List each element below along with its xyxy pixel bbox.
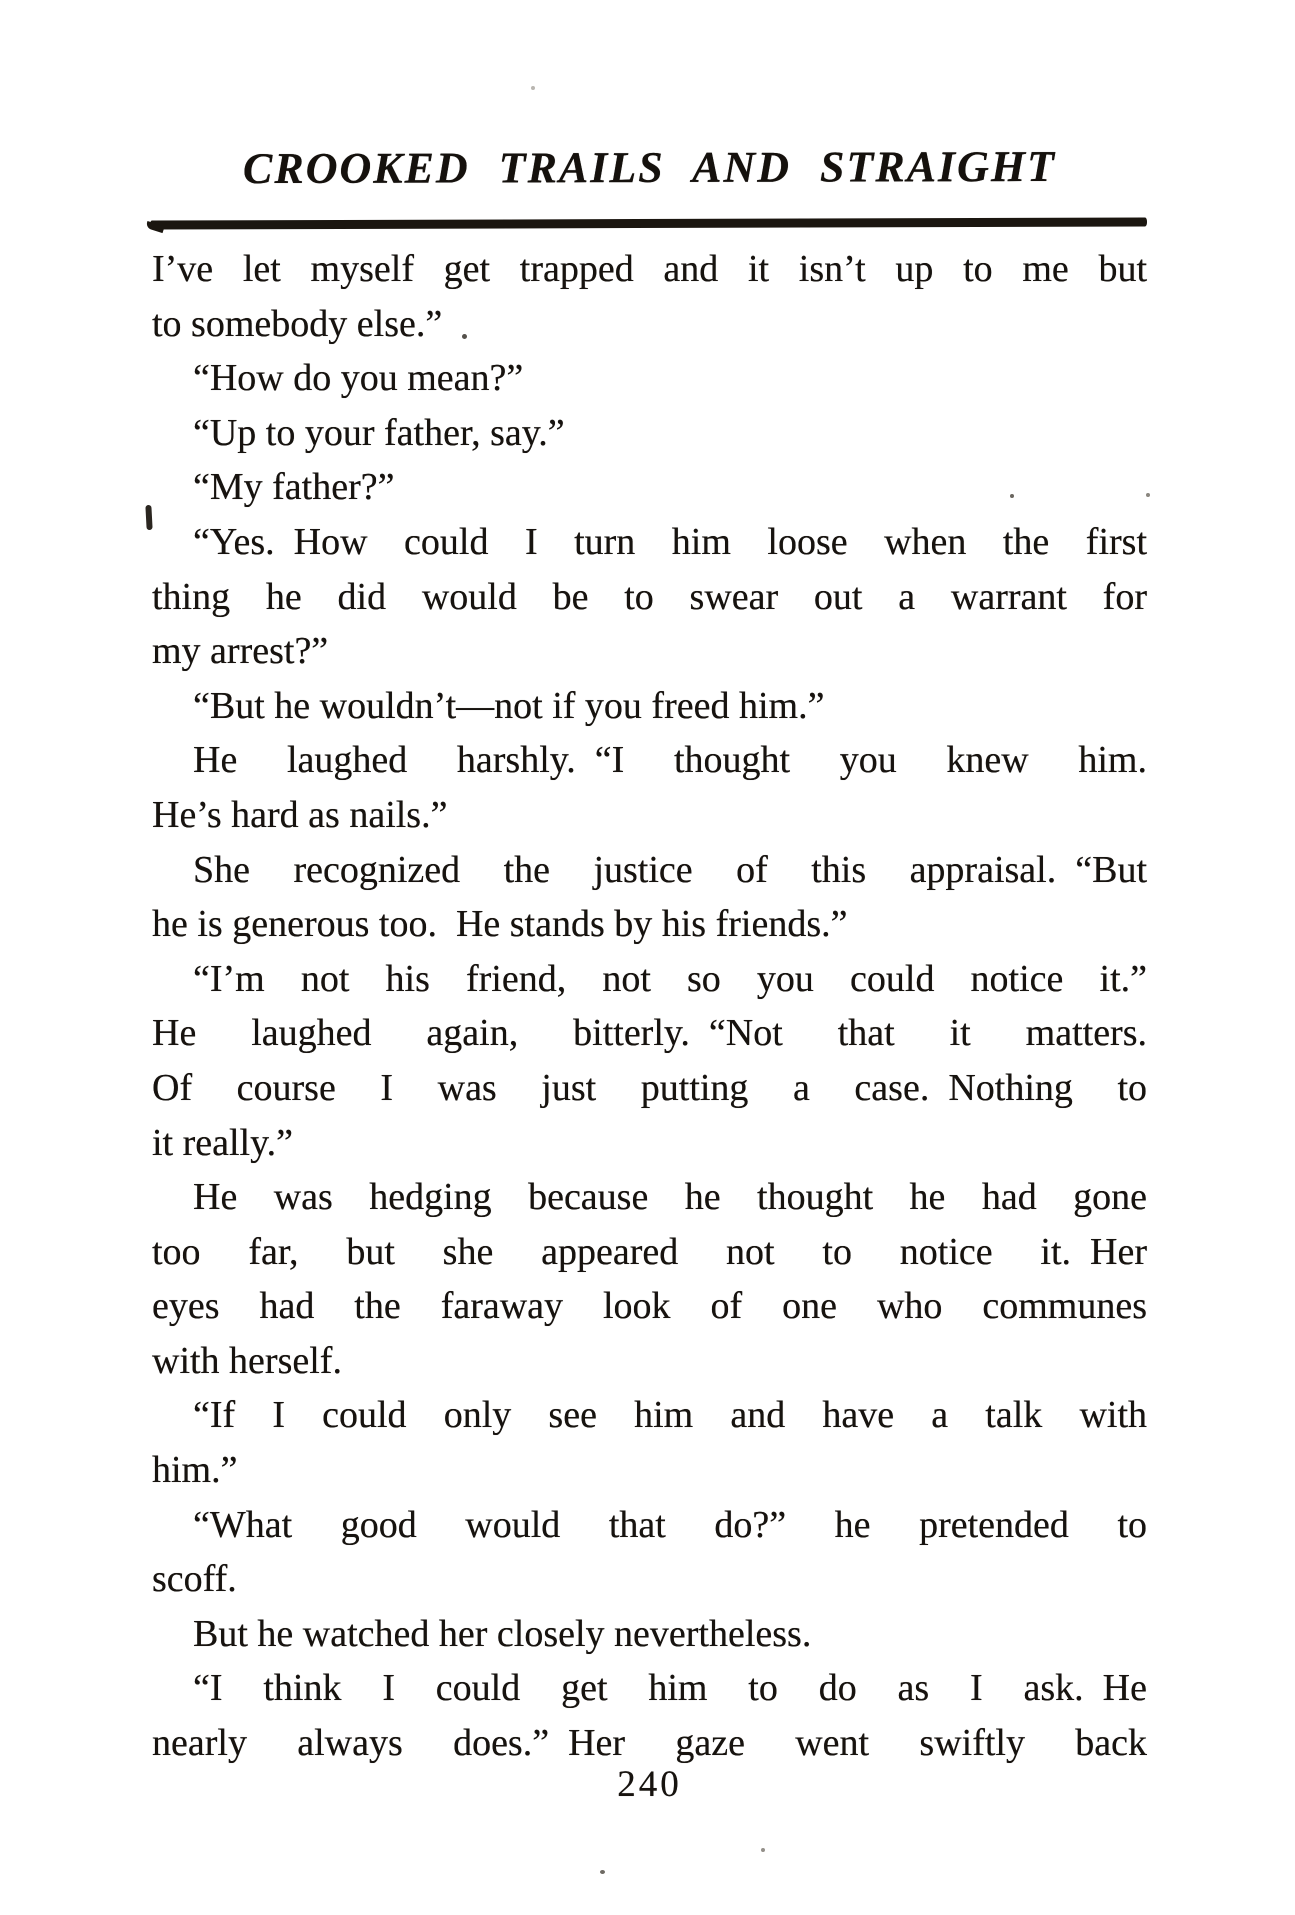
scan-speck (600, 1870, 605, 1874)
scan-ink-mark (145, 505, 152, 530)
body-text (152, 242, 1147, 1771)
text-line: “How do you mean?” (193, 357, 524, 400)
scan-speck (1146, 493, 1150, 497)
text-line: But he watched her closely nevertheless. (193, 1612, 812, 1655)
text-line: him.” (152, 1449, 238, 1492)
text-line: to somebody else.” (152, 302, 443, 345)
text-line: He was hedging because he thought he had gone (193, 1176, 1147, 1219)
text-line: “Up to your father, say.” (193, 411, 565, 454)
text-line: I’ve let myself get trapped and it isn’t up to me but (152, 248, 1147, 290)
text-line: “What good would that do?” he pretended to (193, 1503, 1147, 1546)
text-line: He laughed again, bitterly. “Not that it matters. (152, 1012, 1147, 1055)
scan-speck (1010, 494, 1014, 498)
page-number: 240 (617, 1764, 682, 1805)
text-line: he is generous too. He stands by his friends.” (152, 903, 848, 946)
text-line: Of course I was just putting a case. Nothing to (152, 1066, 1147, 1109)
text-line: eyes had the faraway look of one who communes (152, 1285, 1147, 1328)
text-line: “My father?” (193, 466, 395, 509)
scan-speck (531, 86, 535, 90)
running-header: CROOKED TRAILS AND STRAIGHT (242, 141, 1057, 194)
text-line: nearly always does.” Her gaze went swiftly back (152, 1722, 1147, 1765)
text-line: too far, but she appeared not to notice it. Her (152, 1230, 1147, 1273)
text-line: He laughed harshly. “I thought you knew him. (193, 739, 1147, 782)
text-line: He’s hard as nails.” (152, 793, 448, 836)
text-line: my arrest?” (152, 630, 329, 673)
text-line: with herself. (152, 1339, 342, 1382)
text-line: “Yes. How could I turn him loose when the first (193, 520, 1147, 563)
text-line: “If I could only see him and have a talk with (193, 1394, 1147, 1437)
text-line: “But he wouldn’t—not if you freed him.” (193, 684, 825, 727)
text-line: “I’m not his friend, not so you could notice it.” (193, 957, 1147, 1000)
text-line: scoff. (152, 1558, 237, 1601)
header-rule (150, 217, 1147, 229)
scan-speck (462, 334, 467, 339)
text-line: “I think I could get him to do as I ask. He (193, 1667, 1147, 1710)
text-line: thing he did would be to swear out a warrant for (152, 575, 1147, 618)
scan-speck (761, 1848, 765, 1852)
text-line: She recognized the justice of this appraisal. “But (193, 848, 1147, 891)
text-line: it really.” (152, 1121, 294, 1164)
